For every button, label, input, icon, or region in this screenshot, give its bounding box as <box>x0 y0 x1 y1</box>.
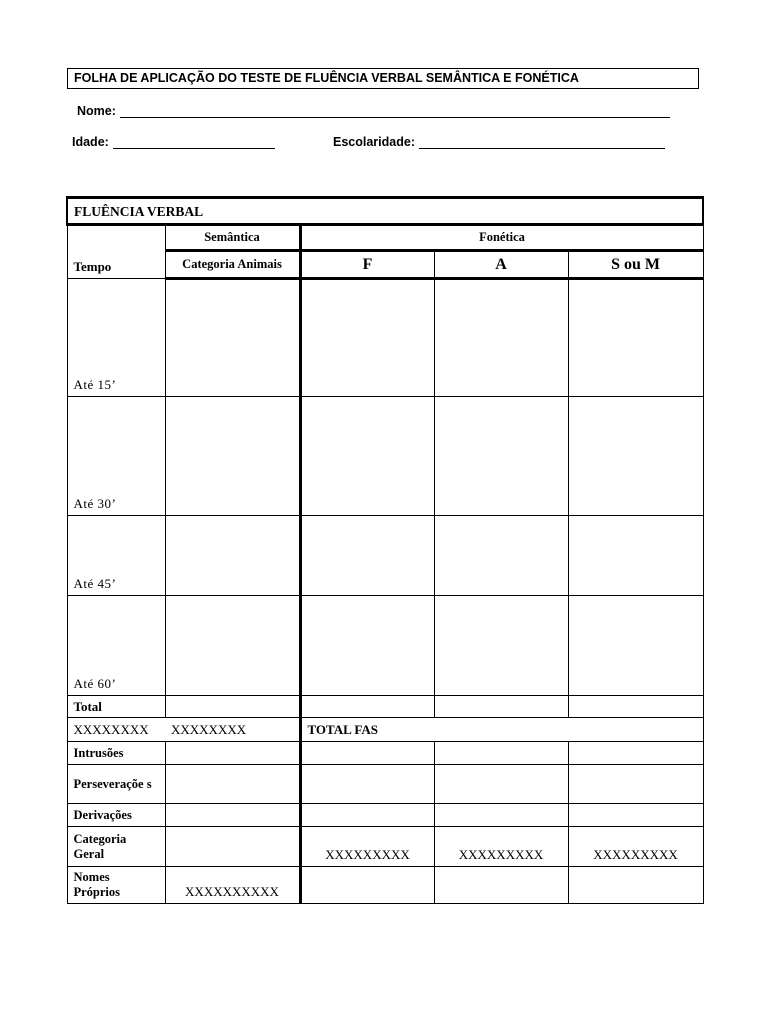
a-total-cell[interactable] <box>434 696 568 718</box>
letter-a-header: A <box>434 251 568 279</box>
semantica-header: Semântica <box>165 225 300 251</box>
escolaridade-line[interactable] <box>419 136 665 149</box>
section-title: FLUÊNCIA VERBAL <box>67 198 703 225</box>
idade-line[interactable] <box>113 136 275 149</box>
letter-s-ou-m-header: S ou M <box>568 251 703 279</box>
semantica-total-cell[interactable] <box>165 696 300 718</box>
nome-label: Nome: <box>77 104 116 118</box>
form-title: FOLHA DE APLICAÇÃO DO TESTE DE FLUÊNCIA VERBAL SEMÂNTICA E FONÉTICA <box>67 68 699 89</box>
total-label: Total <box>67 696 165 718</box>
nome-line[interactable] <box>120 105 670 118</box>
time-row-15 <box>67 279 703 397</box>
time-label: Até 45’ <box>67 516 165 596</box>
semantica-cell[interactable] <box>165 596 300 696</box>
s-m-cell[interactable] <box>568 516 703 596</box>
semantica-x-cell: XXXXXXXXXX <box>165 867 300 904</box>
idade-field[interactable] <box>72 135 275 149</box>
s-m-cell[interactable] <box>568 867 703 904</box>
intrusoes-label: Intrusões <box>67 742 165 765</box>
semantica-cell[interactable] <box>165 279 300 397</box>
xx-filler-2: XXXXXXXX <box>165 718 300 742</box>
time-label: Até 60’ <box>67 596 165 696</box>
s-m-cell[interactable] <box>568 397 703 516</box>
a-cell[interactable] <box>434 397 568 516</box>
perseveracoes-row <box>67 765 703 804</box>
f-cell[interactable] <box>300 397 434 516</box>
nomes-proprios-label: Nomes Próprios <box>67 867 165 904</box>
total-fas-row <box>67 718 703 742</box>
a-cell[interactable] <box>434 279 568 397</box>
s-m-cell[interactable] <box>568 804 703 827</box>
s-m-cell[interactable] <box>568 742 703 765</box>
fluencia-table <box>66 196 704 904</box>
a-cell[interactable] <box>434 867 568 904</box>
semantica-cell[interactable] <box>165 765 300 804</box>
tempo-header: Tempo <box>67 225 165 279</box>
f-x-cell: XXXXXXXXX <box>300 827 434 867</box>
time-row-30 <box>67 397 703 516</box>
xx-filler-1: XXXXXXXX <box>67 718 165 742</box>
nome-field[interactable] <box>77 104 670 118</box>
categoria-animais-header: Categoria Animais <box>165 251 300 279</box>
fonetica-header: Fonética <box>300 225 703 251</box>
s-m-cell[interactable] <box>568 765 703 804</box>
letter-f-header: F <box>300 251 434 279</box>
total-row <box>67 696 703 718</box>
f-cell[interactable] <box>300 516 434 596</box>
s-m-total-cell[interactable] <box>568 696 703 718</box>
categoria-geral-row <box>67 827 703 867</box>
derivacoes-row <box>67 804 703 827</box>
time-label: Até 30’ <box>67 397 165 516</box>
semantica-cell[interactable] <box>165 397 300 516</box>
escolaridade-field[interactable] <box>333 135 665 149</box>
categoria-geral-label: Categoria Geral <box>67 827 165 867</box>
derivacoes-label: Derivações <box>67 804 165 827</box>
a-x-cell: XXXXXXXXX <box>434 827 568 867</box>
a-cell[interactable] <box>434 804 568 827</box>
time-label: Até 15’ <box>67 279 165 397</box>
semantica-cell[interactable] <box>165 827 300 867</box>
a-cell[interactable] <box>434 742 568 765</box>
time-row-45 <box>67 516 703 596</box>
escolaridade-label: Escolaridade: <box>333 135 415 149</box>
intrusoes-row <box>67 742 703 765</box>
f-cell[interactable] <box>300 765 434 804</box>
total-fas-label: TOTAL FAS <box>300 718 703 742</box>
f-cell[interactable] <box>300 867 434 904</box>
f-cell[interactable] <box>300 596 434 696</box>
nomes-proprios-row <box>67 867 703 904</box>
f-cell[interactable] <box>300 804 434 827</box>
section-title-row <box>67 198 703 225</box>
s-m-x-cell: XXXXXXXXX <box>568 827 703 867</box>
a-cell[interactable] <box>434 596 568 696</box>
idade-label: Idade: <box>72 135 109 149</box>
header-row-1 <box>67 225 703 251</box>
semantica-cell[interactable] <box>165 516 300 596</box>
semantica-cell[interactable] <box>165 742 300 765</box>
s-m-cell[interactable] <box>568 596 703 696</box>
f-cell[interactable] <box>300 742 434 765</box>
f-cell[interactable] <box>300 279 434 397</box>
s-m-cell[interactable] <box>568 279 703 397</box>
f-total-cell[interactable] <box>300 696 434 718</box>
perseveracoes-label: Perseveraçõe s <box>67 765 165 804</box>
semantica-cell[interactable] <box>165 804 300 827</box>
a-cell[interactable] <box>434 516 568 596</box>
a-cell[interactable] <box>434 765 568 804</box>
time-row-60 <box>67 596 703 696</box>
